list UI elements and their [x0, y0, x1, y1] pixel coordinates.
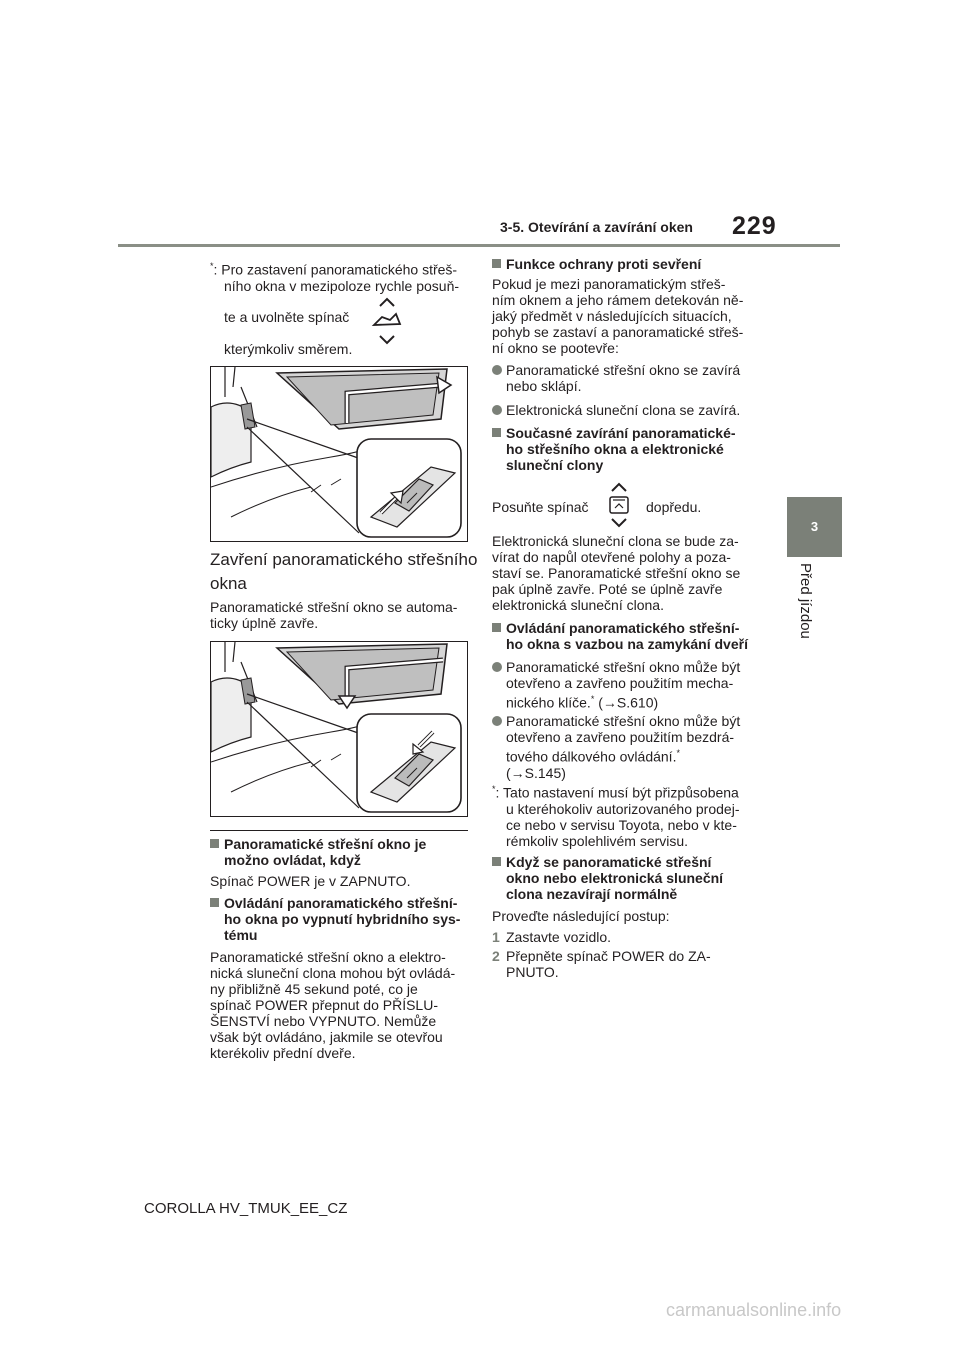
tilt-switch-icon — [370, 296, 404, 348]
sunroof-close-drawing — [211, 642, 467, 816]
square-bullet-icon — [492, 857, 501, 866]
chapter-label: Před jízdou — [797, 563, 814, 639]
list-item: Elektronická sluneční clona se zavírá. — [492, 402, 740, 418]
round-bullet-icon — [492, 716, 502, 726]
section-text: Panoramatické střešní okno se automa- ticky úplně zavře. — [210, 599, 458, 631]
footnote-line: kterýmkoliv směrem. — [224, 341, 353, 357]
paragraph: Pokud je mezi panoramatickým střeš- ním oknem a jeho rámem detekován ně- jaký předmět v následujících situacích, pohyb se zastaví a panoramatické střeš- ní okno se pootevře: — [492, 276, 744, 356]
subheading-pinch-protection: Funkce ochrany proti sevření — [492, 256, 701, 272]
page-number: 229 — [732, 212, 777, 240]
step-item: 1 Zastavte vozidlo. — [492, 929, 612, 945]
square-bullet-icon — [210, 898, 219, 907]
divider — [210, 830, 468, 831]
subheading-simultaneous-close: Současné zavírání panoramatické- ho střešního okna a elektronické sluneční clony — [492, 425, 736, 473]
list-item: Panoramatické střešní okno může být otevřeno a zavřeno použitím bezdrá- tového dálkového ovládání.* (→S.145) — [492, 713, 740, 781]
paragraph: Elektronická sluneční clona se bude za- vírat do napůl otevřené polohy a poza- staví se. Panoramatické střešní okno se pak úplně zavře. Poté se úplně zavře elektronická sluneční clona. — [492, 533, 741, 613]
paragraph: dopředu. — [646, 499, 702, 515]
illustration-sunroof-open — [210, 366, 468, 542]
header-rule — [118, 244, 840, 247]
paragraph: Proveďte následující postup: — [492, 908, 670, 924]
paragraph: Posuňte spínač — [492, 499, 589, 515]
square-bullet-icon — [492, 428, 501, 437]
round-bullet-icon — [492, 365, 502, 375]
paragraph: Panoramatické střešní okno a elektro- nická sluneční clona mohou být ovládá- ny přibližně 45 sekund poté, co je spínač POWER přepnut do PŘÍSLU- ŠENSTVÍ nebo VYPNUTO. Nemůže však být ovládáno, jakmile se otevřou kterékoliv přední dveře. — [210, 949, 456, 1061]
round-bullet-icon — [492, 405, 502, 415]
footnote-line: te a uvolněte spínač — [224, 309, 350, 325]
section-title: 3-5. Otevírání a zavírání oken — [500, 219, 693, 235]
subheading-operation-conditions: Panoramatické střešní okno je možno ovládat, když — [210, 836, 426, 868]
footnote: *: Pro zastavení panoramatického střeš- ního okna v mezipoloze rychle posuň- — [210, 261, 460, 294]
chapter-tab: 3 — [787, 497, 842, 557]
step-item: 2 Přepněte spínač POWER do ZA- — [492, 948, 711, 964]
sunroof-open-drawing — [211, 367, 467, 541]
numbered-steps — [492, 929, 711, 980]
footnote: *: Tato nastavení musí být přizpůsobena u kteréhokoliv autorizovaného prodej- ce nebo v servisu Toyota, nebo v kte- rémkoliv spolehlivém servisu. — [492, 784, 740, 849]
subheading-door-lock-link: Ovládání panoramatického střešní- ho okna s vazbou na zamykání dveří — [492, 620, 748, 652]
round-bullet-icon — [492, 662, 502, 672]
illustration-sunroof-close — [210, 641, 468, 817]
step-item: PNUTO. — [506, 964, 559, 980]
list-item: Panoramatické střešní okno se zavírá nebo sklápí. — [492, 362, 740, 394]
slide-switch-icon — [604, 481, 634, 531]
square-bullet-icon — [492, 623, 501, 632]
square-bullet-icon — [492, 259, 501, 268]
section-heading: Zavření panoramatického střešního okna — [210, 550, 478, 593]
list-item: Panoramatické střešní okno může být otevřeno a zavřeno použitím mecha- nického klíče.* (→S.610) — [492, 659, 740, 711]
subheading-abnormal-close: Když se panoramatické střešní okno nebo elektronická sluneční clona nezavírají normálně — [492, 854, 723, 902]
subheading-after-shutdown: Ovládání panoramatického střešní- ho okna po vypnutí hybridního sys- tému — [210, 895, 460, 943]
square-bullet-icon — [210, 839, 219, 848]
paragraph: Spínač POWER je v ZAPNUTO. — [210, 873, 411, 889]
watermark: carmanualsonline.info — [666, 1300, 842, 1320]
document-id: COROLLA HV_TMUK_EE_CZ — [144, 1200, 348, 1217]
